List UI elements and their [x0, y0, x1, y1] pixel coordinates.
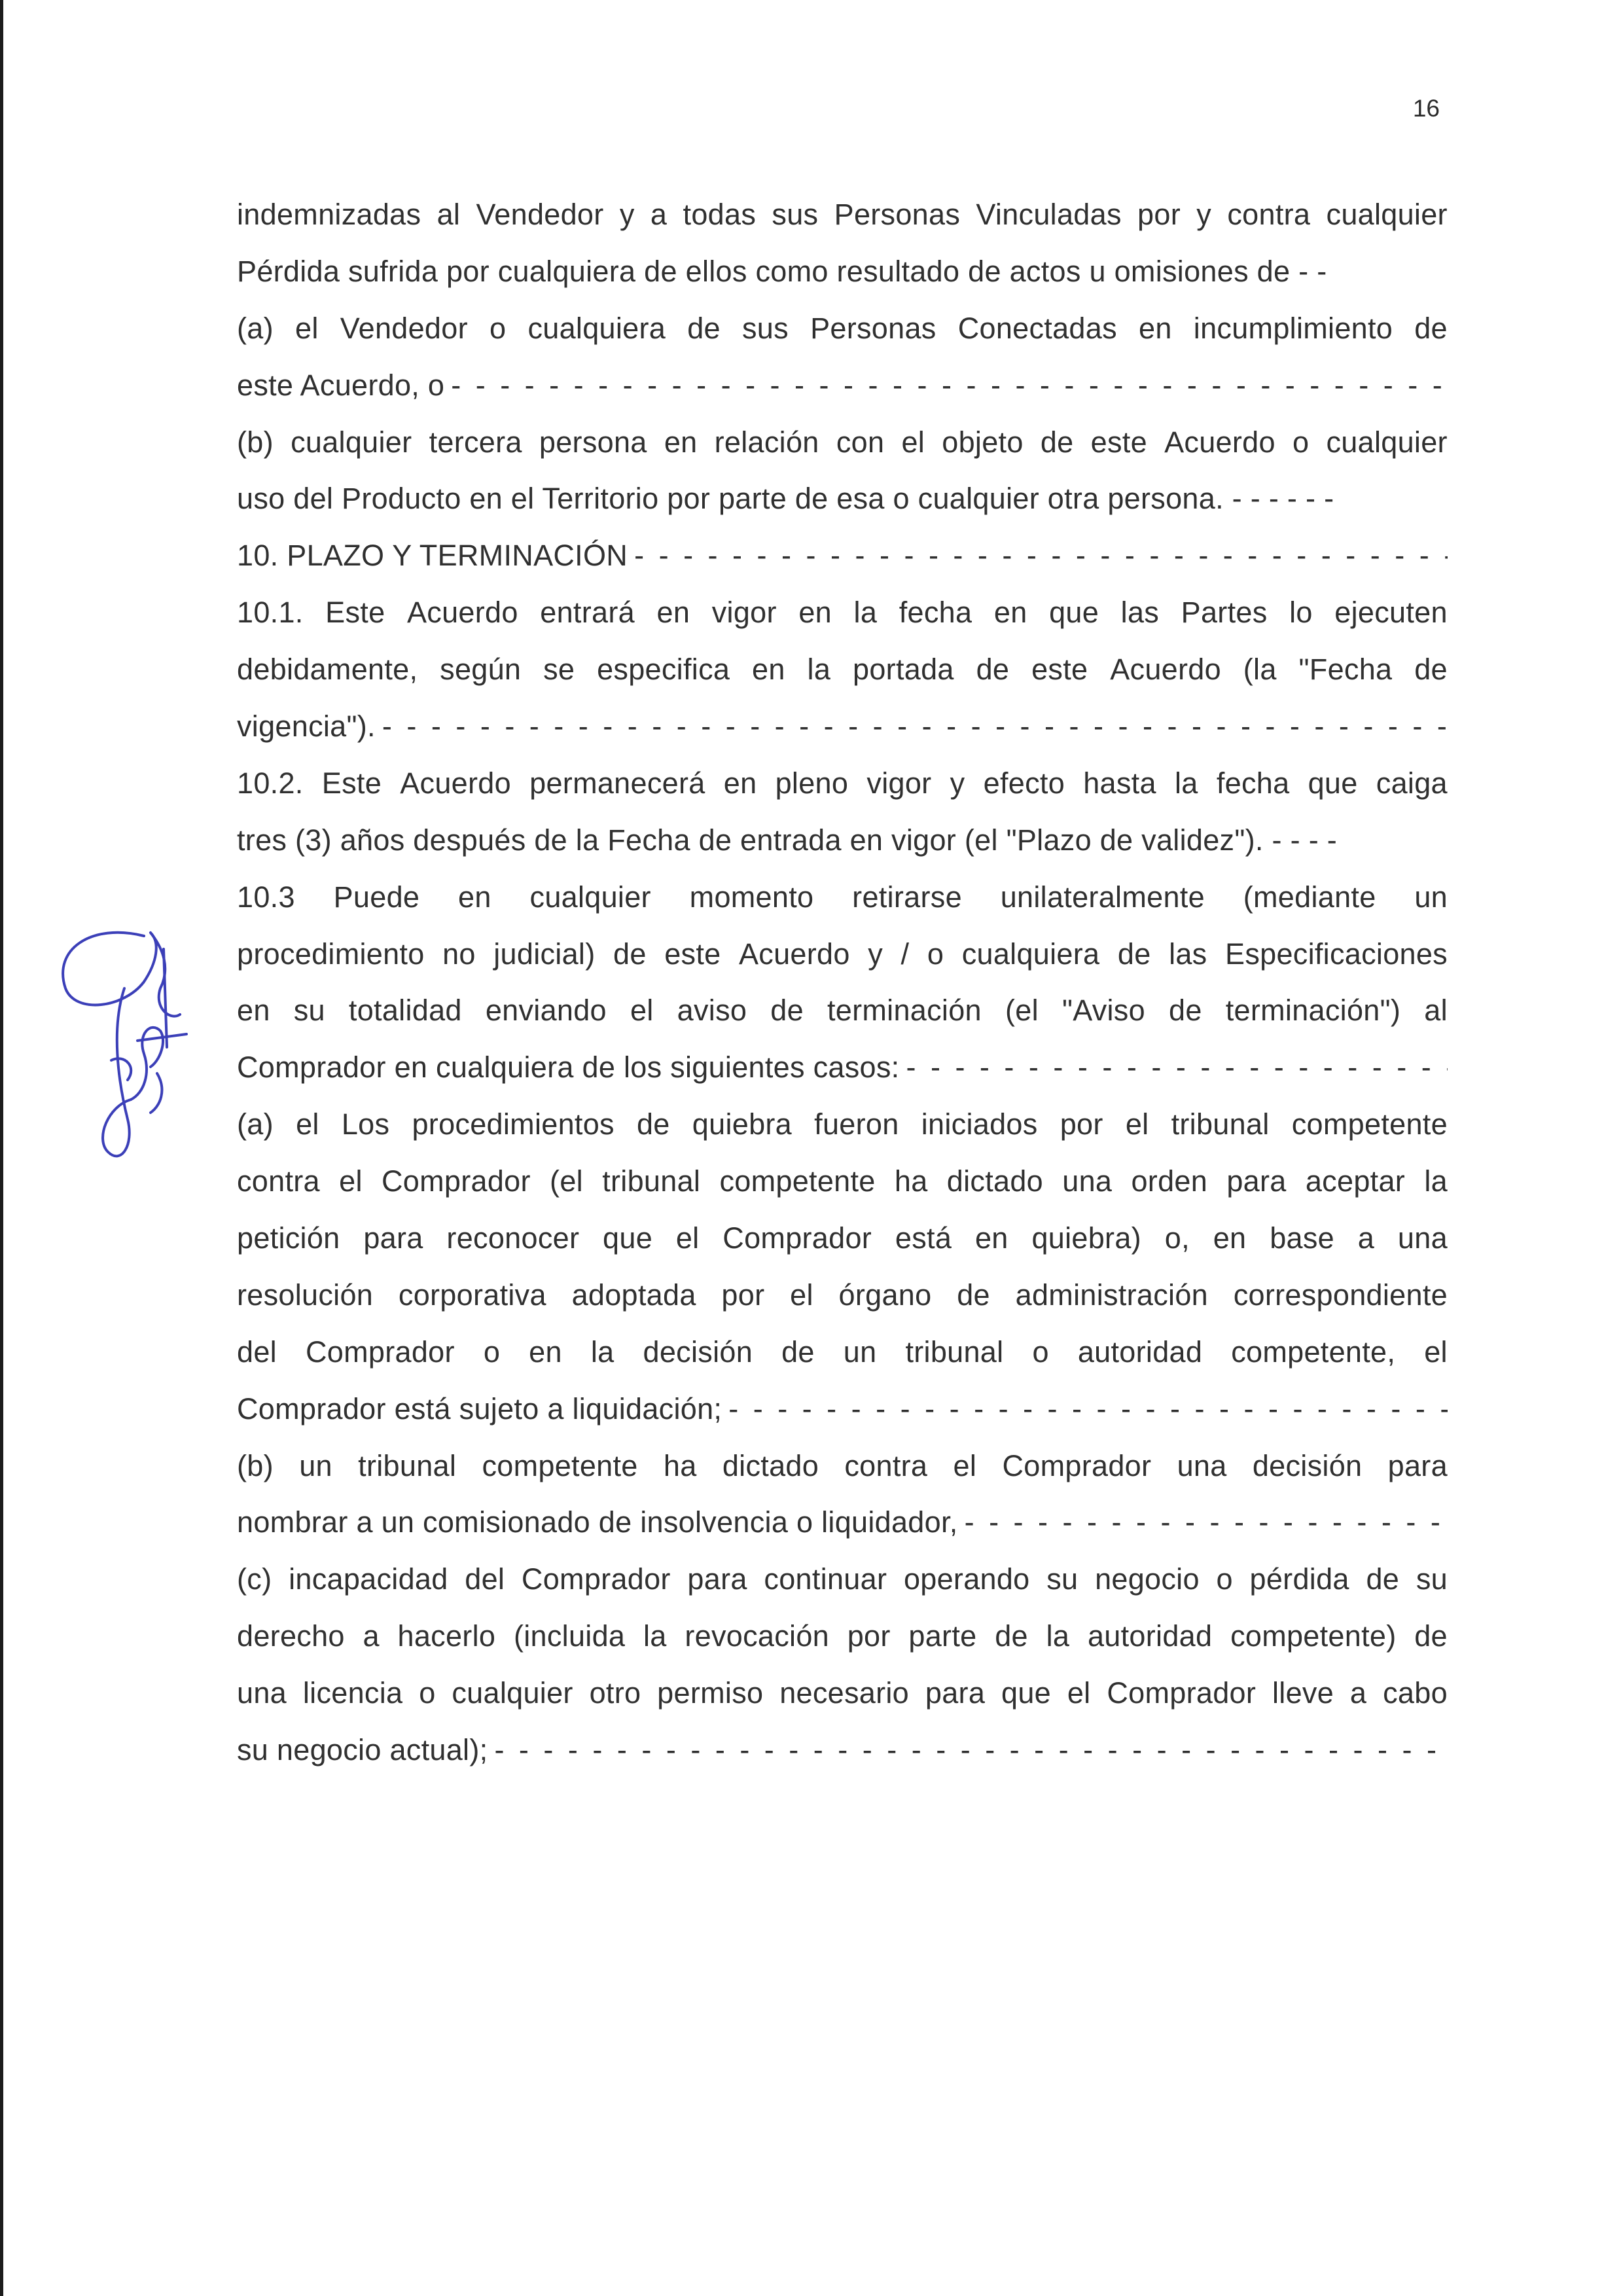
word: o, — [1164, 1221, 1190, 1255]
text-line — [237, 698, 1448, 755]
word: tribunal — [1171, 1107, 1270, 1141]
word: o — [483, 1335, 501, 1369]
word: quiebra — [692, 1107, 793, 1141]
word: (mediante — [1243, 880, 1376, 914]
word: terminación") — [1225, 994, 1401, 1028]
word: licencia — [302, 1676, 403, 1710]
word: para — [1226, 1164, 1287, 1198]
word: las — [1169, 937, 1207, 971]
line-text: su negocio actual); — [237, 1733, 488, 1767]
word: en — [993, 596, 1027, 630]
word: por — [721, 1278, 765, 1312]
word: Acuerdo — [400, 766, 511, 800]
word: relación — [714, 425, 819, 459]
word: el — [339, 1164, 363, 1198]
line-text: Comprador está sujeto a liquidación; — [237, 1391, 722, 1426]
word: Personas — [810, 311, 936, 345]
word: la — [590, 1335, 615, 1369]
word: incumplimiento — [1193, 311, 1393, 345]
word: de — [1414, 653, 1448, 687]
word: objeto — [942, 425, 1024, 459]
line-text: este Acuerdo, o — [237, 368, 445, 402]
word: sus — [742, 311, 789, 345]
word: contra — [844, 1448, 928, 1482]
word: incapacidad — [289, 1562, 448, 1596]
text-line — [237, 471, 1448, 528]
scan-edge — [0, 0, 3, 2296]
word: de — [613, 937, 647, 971]
word: en — [723, 766, 757, 800]
word: la — [807, 653, 831, 687]
word: no — [442, 937, 476, 971]
word: de — [781, 1335, 815, 1369]
word: al — [437, 198, 461, 231]
line-text: vigencia"). — [237, 709, 376, 744]
word: una — [1397, 1221, 1448, 1255]
word: cabo — [1383, 1676, 1448, 1710]
word: (la — [1243, 653, 1277, 687]
word: su — [293, 994, 325, 1028]
word: "Fecha — [1298, 653, 1393, 687]
word: que — [603, 1221, 653, 1255]
word: el — [630, 994, 654, 1028]
line-text: Pérdida sufrida por cualquiera de ellos como resultado de actos u omisiones de - - — [237, 254, 1327, 288]
word: de — [995, 1619, 1028, 1653]
word: Vinculadas — [976, 198, 1122, 231]
word: aviso — [677, 994, 747, 1028]
word: continuar — [764, 1562, 887, 1596]
word: Comprador — [722, 1221, 872, 1255]
word: y — [1196, 198, 1212, 231]
word: Comprador — [1002, 1448, 1152, 1482]
word: tribunal — [602, 1164, 701, 1198]
word: sus — [772, 198, 819, 231]
word: lo — [1289, 596, 1313, 630]
word: en — [664, 425, 698, 459]
word: aceptar — [1305, 1164, 1406, 1198]
text-line — [237, 1722, 1448, 1779]
page-number: 16 — [1412, 95, 1440, 122]
word: competente — [719, 1164, 876, 1198]
text-line — [237, 1210, 1448, 1267]
word: (b) — [237, 425, 274, 459]
word: las — [1120, 596, 1160, 630]
word: del — [465, 1562, 505, 1596]
word: para — [1387, 1448, 1448, 1482]
word: de — [1414, 1619, 1448, 1653]
word: en — [752, 653, 785, 687]
word: (b) — [237, 1448, 274, 1482]
word: su — [1416, 1562, 1448, 1596]
word: decisión — [1252, 1448, 1363, 1482]
word: orden — [1131, 1164, 1208, 1198]
word: (incluida — [513, 1619, 626, 1653]
word: competente — [1291, 1107, 1448, 1141]
word: en — [529, 1335, 562, 1369]
word: vigor — [866, 766, 932, 800]
word: Acuerdo — [406, 596, 518, 630]
text-line — [237, 300, 1448, 357]
handwritten-signature — [46, 910, 196, 1172]
word: Los — [341, 1107, 390, 1141]
dash-filler — [965, 1494, 1448, 1551]
word: de — [636, 1107, 670, 1141]
word: a — [363, 1619, 380, 1653]
word: según — [440, 653, 522, 687]
word: retirarse — [852, 880, 962, 914]
word: (el — [550, 1164, 583, 1198]
word: el — [295, 311, 319, 345]
word: de — [976, 653, 1010, 687]
text-line — [237, 1039, 1448, 1096]
word: "Aviso — [1061, 994, 1145, 1028]
word: que — [1001, 1676, 1051, 1710]
text-line — [237, 1608, 1448, 1665]
word: negocio — [1095, 1562, 1200, 1596]
word: Comprador — [521, 1562, 671, 1596]
word: Acuerdo — [1110, 653, 1221, 687]
word: cualquier — [1326, 198, 1448, 231]
word: por — [1137, 198, 1181, 231]
text-line — [237, 1665, 1448, 1722]
word: tribunal — [358, 1448, 457, 1482]
word: de — [687, 311, 721, 345]
word: 10.1. — [237, 596, 304, 630]
line-text: uso del Producto en el Territorio por parte de esa o cualquier otra persona. - - - - - - — [237, 482, 1334, 516]
dash-filler — [494, 1722, 1448, 1779]
text-line — [237, 357, 1448, 414]
word: reconocer — [446, 1221, 580, 1255]
word: un — [1414, 880, 1448, 914]
word: correspondiente — [1233, 1278, 1448, 1312]
word: tercera — [429, 425, 522, 459]
word: permiso — [657, 1676, 764, 1710]
text-line — [237, 1153, 1448, 1210]
word: Vendedor — [476, 198, 604, 231]
word: especifica — [597, 653, 730, 687]
word: un — [843, 1335, 877, 1369]
text-line — [237, 1438, 1448, 1495]
word: o — [927, 937, 944, 971]
word: se — [543, 653, 575, 687]
text-line — [237, 1267, 1448, 1324]
word: de — [1169, 994, 1202, 1028]
word: Vendedor — [340, 311, 468, 345]
word: parte — [908, 1619, 977, 1653]
word: una — [237, 1676, 287, 1710]
word: enviando — [485, 994, 607, 1028]
word: autoridad — [1077, 1335, 1203, 1369]
word: en — [798, 596, 832, 630]
word: en — [1213, 1221, 1247, 1255]
word: la — [1175, 766, 1198, 800]
text-line — [237, 982, 1448, 1039]
dash-filler — [634, 528, 1448, 584]
text-line — [237, 187, 1448, 243]
word: o — [1216, 1562, 1233, 1596]
word: fecha — [1216, 766, 1290, 800]
word: hacerlo — [397, 1619, 496, 1653]
word: quiebra) — [1031, 1221, 1141, 1255]
text-line — [237, 584, 1448, 641]
text-line — [237, 243, 1448, 300]
word: en — [1139, 311, 1172, 345]
word: una — [1177, 1448, 1227, 1482]
word: contra — [237, 1164, 320, 1198]
word: la — [853, 596, 878, 630]
word: Conectadas — [957, 311, 1117, 345]
dash-filler — [728, 1381, 1448, 1438]
word: a — [1357, 1221, 1375, 1255]
word: iniciados — [921, 1107, 1038, 1141]
word: momento — [689, 880, 814, 914]
word: decisión — [643, 1335, 753, 1369]
word: ha — [663, 1448, 697, 1482]
word: (a) — [237, 311, 274, 345]
word: cualquiera — [961, 937, 1100, 971]
word: en — [237, 994, 270, 1028]
word: indemnizadas — [237, 198, 421, 231]
word: / — [901, 937, 910, 971]
word: cualquier — [529, 880, 651, 914]
word: Comprador — [305, 1335, 455, 1369]
word: terminación — [827, 994, 982, 1028]
word: su — [1046, 1562, 1079, 1596]
word: este — [664, 937, 721, 971]
word: Comprador — [382, 1164, 531, 1198]
word: caiga — [1376, 766, 1448, 800]
text-line — [237, 812, 1448, 869]
word: 10.3 — [237, 880, 295, 914]
word: Este — [321, 766, 382, 800]
word: corporativa — [398, 1278, 546, 1312]
word: el — [1067, 1676, 1091, 1710]
word: con — [836, 425, 885, 459]
word: cualquier — [1326, 425, 1448, 459]
word: para — [363, 1221, 423, 1255]
word: por — [1060, 1107, 1103, 1141]
text-line — [237, 869, 1448, 926]
word: o — [1032, 1335, 1049, 1369]
word: a — [650, 198, 668, 231]
word: el — [1125, 1107, 1149, 1141]
word: operando — [903, 1562, 1030, 1596]
word: derecho — [237, 1619, 345, 1653]
word: del — [237, 1335, 277, 1369]
word: resolución — [237, 1278, 374, 1312]
word: el — [790, 1278, 813, 1312]
word: unilateralmente — [1000, 880, 1205, 914]
word: Puede — [333, 880, 420, 914]
word: dictado — [722, 1448, 819, 1482]
word: todas — [683, 198, 757, 231]
word: un — [299, 1448, 332, 1482]
word: de — [770, 994, 804, 1028]
word: cualquier — [452, 1676, 573, 1710]
word: Acuerdo — [738, 937, 850, 971]
line-text: nombrar a un comisionado de insolvencia o liquidador, — [237, 1505, 958, 1539]
word: el — [953, 1448, 977, 1482]
word: cualquiera — [527, 311, 666, 345]
word: órgano — [838, 1278, 932, 1312]
text-line — [237, 755, 1448, 812]
word: la — [643, 1619, 667, 1653]
text-line — [237, 1494, 1448, 1551]
dash-filler — [906, 1039, 1448, 1096]
text-line — [237, 1324, 1448, 1381]
word: o — [1293, 425, 1310, 459]
word: procedimiento — [237, 937, 425, 971]
word: este — [1090, 425, 1147, 459]
word: contra — [1227, 198, 1311, 231]
word: autoridad — [1087, 1619, 1213, 1653]
line-text: tres (3) años después de la Fecha de entrada en vigor (el "Plazo de validez"). - - - - — [237, 823, 1338, 857]
word: Acuerdo — [1164, 425, 1275, 459]
contract-body — [237, 187, 1448, 1779]
word: este — [1031, 653, 1088, 687]
word: de — [1117, 937, 1151, 971]
word: pérdida — [1249, 1562, 1349, 1596]
word: o — [489, 311, 507, 345]
word: y — [619, 198, 635, 231]
word: administración — [1015, 1278, 1208, 1312]
word: fueron — [814, 1107, 899, 1141]
word: Especificaciones — [1225, 937, 1448, 971]
word: el — [675, 1221, 700, 1255]
word: de — [1414, 311, 1448, 345]
word: a — [1349, 1676, 1367, 1710]
word: el — [296, 1107, 319, 1141]
word: entrará — [540, 596, 635, 630]
word: persona — [539, 425, 647, 459]
word: y — [868, 937, 883, 971]
text-line — [237, 926, 1448, 983]
word: efecto — [983, 766, 1065, 800]
word: el — [1424, 1335, 1448, 1369]
word: fecha — [899, 596, 972, 630]
word: Este — [325, 596, 385, 630]
word: el — [901, 425, 925, 459]
word: y — [950, 766, 965, 800]
word: debidamente, — [237, 653, 418, 687]
word: (c) — [237, 1562, 272, 1596]
word: que — [1049, 596, 1099, 630]
word: dictado — [946, 1164, 1043, 1198]
dash-filler — [382, 698, 1448, 755]
word: (el — [1005, 994, 1039, 1028]
text-line — [237, 1551, 1448, 1608]
word: la — [1046, 1619, 1070, 1653]
word: adoptada — [571, 1278, 696, 1312]
word: o — [419, 1676, 436, 1710]
word: para — [925, 1676, 986, 1710]
line-text: Comprador en cualquiera de los siguientes casos: — [237, 1050, 900, 1085]
word: una — [1062, 1164, 1113, 1198]
word: 10.2. — [237, 766, 304, 800]
word: por — [847, 1619, 891, 1653]
word: portada — [853, 653, 954, 687]
word: competente) — [1230, 1619, 1397, 1653]
line-text: 10. PLAZO Y TERMINACIÓN — [237, 539, 628, 573]
word: base — [1270, 1221, 1334, 1255]
word: competente — [482, 1448, 638, 1482]
word: la — [1424, 1164, 1448, 1198]
word: cualquier — [291, 425, 412, 459]
word: pleno — [775, 766, 849, 800]
word: revocación — [685, 1619, 829, 1653]
word: está — [895, 1221, 952, 1255]
word: totalidad — [348, 994, 462, 1028]
word: petición — [237, 1221, 340, 1255]
text-line — [237, 1381, 1448, 1438]
word: competente, — [1231, 1335, 1396, 1369]
word: en — [974, 1221, 1008, 1255]
text-line — [237, 414, 1448, 471]
word: de — [1366, 1562, 1400, 1596]
word: lleve — [1272, 1676, 1334, 1710]
word: de — [1040, 425, 1074, 459]
word: hasta — [1083, 766, 1156, 800]
word: procedimientos — [412, 1107, 615, 1141]
text-line — [237, 641, 1448, 698]
word: ejecuten — [1334, 596, 1448, 630]
word: Personas — [834, 198, 961, 231]
word: en — [656, 596, 690, 630]
word: judicial) — [493, 937, 596, 971]
word: para — [687, 1562, 747, 1596]
word: Comprador — [1107, 1676, 1257, 1710]
word: ha — [894, 1164, 928, 1198]
dash-filler — [451, 357, 1448, 414]
text-line — [237, 528, 1448, 584]
word: que — [1308, 766, 1358, 800]
word: al — [1424, 994, 1448, 1028]
word: otro — [589, 1676, 641, 1710]
word: (a) — [237, 1107, 274, 1141]
word: Partes — [1181, 596, 1268, 630]
word: vigor — [711, 596, 777, 630]
word: permanecerá — [529, 766, 705, 800]
word: de — [957, 1278, 990, 1312]
word: en — [458, 880, 491, 914]
text-line — [237, 1096, 1448, 1153]
word: necesario — [779, 1676, 910, 1710]
word: tribunal — [905, 1335, 1004, 1369]
